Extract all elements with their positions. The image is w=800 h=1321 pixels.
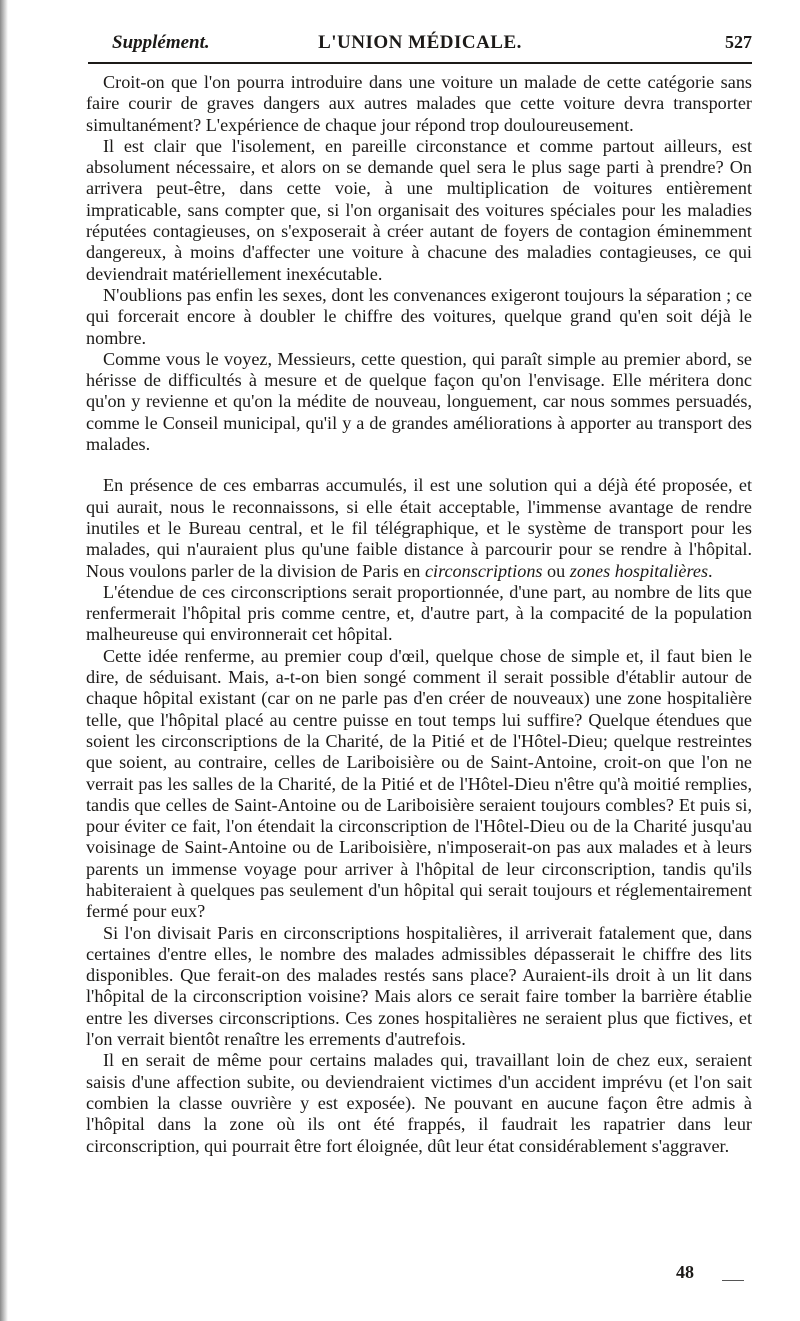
header-journal-title: L'UNION MÉDICALE. <box>318 32 522 53</box>
paragraph-2: Il est clair que l'isolement, en pareille circonstance et comme partout ailleurs, est absolument nécessaire, et alors on se demande quel sera le plus sage parti à prendre? On arrivera peut-être, dans cette voie, à une multiplication de voitures entièrement impraticable, sans compter que, si l'on organisait des voitures spéciales pour les maladies réputées contagieuses, on s'exposerait à créer autant de foyers de contagion éminemment dangereux, à moins d'affecter une voiture à chacune des maladies contagieuses, ce qui deviendrait matériellement inexécutable. <box>86 135 752 284</box>
running-header <box>88 30 752 56</box>
paragraph-1: Croit-on que l'on pourra introduire dans une voiture un malade de cette catégorie sans faire courir de graves dangers aux autres malades que cette voiture devra transporter simultanément? L'expérience de chaque jour répond trop douloureusement. <box>86 72 752 135</box>
paragraph-3: N'oublions pas enfin les sexes, dont les convenances exigeront toujours la séparation ; ce qui forcerait encore à doubler le chiffre des voitures, quelque grand qu'en soit déjà le nombre. <box>86 284 752 348</box>
paragraph-7: Cette idée renferme, au premier coup d'œil, quelque chose de simple et, il faut bien le dire, de séduisant. Mais, a-t-on bien songé comment il serait possible d'établir autour de chaque hôpital existant (car on ne parle pas d'en créer de nouveaux) une zone hospitalière telle, que l'hôpital placé au centre puisse en tout temps lui suffire? Quelque étendues que soient les circonscriptions de la Charité, de la Pitié et de l'Hôtel-Dieu; quelque restreintes que soient, au contraire, celles de Lariboisière ou de Saint-Antoine, croit-on que l'on ne verrait pas les salles de la Charité, de la Pitié et de l'Hôtel-Dieu n'être qu'à moitié remplies, tandis que celles de Saint-Antoine ou de Lariboisière seraient toujours combles? Et puis si, pour éviter ce fait, l'on étendait la circonscription de l'Hôtel-Dieu ou de la Charité jusqu'au voisinage de Saint-Antoine ou de Lariboisière, n'imposerait-on pas aux malades et à leurs parents un immense voyage pour arriver à l'hôpital de leur circonscription, tandis qu'ils habiteraient à quelques pas seulement d'un hôpital qui serait toujours et réglementairement fermé pour eux? <box>86 645 752 922</box>
paragraph-8: Si l'on divisait Paris en circonscriptions hospitalières, il arriverait fatalement que, dans certaines d'entre elles, le nombre des malades admissibles dépasserait le chiffre des lits disponibles. Que ferait-on des malades restés sans place? Auraient-ils droit à un lit dans l'hôpital de la circonscription voisine? Mais alors ce serait faire tomber la barrière établie entre les diverses circonscriptions. Ces zones hospitalières ne seraient plus que fictives, et l'on verrait bientôt renaître les errements d'autrefois. <box>86 922 752 1050</box>
page-binding-shadow <box>0 0 8 1321</box>
footer-dash <box>722 1280 744 1281</box>
paragraph-5: En présence de ces embarras accumulés, il est une solution qui a déjà été proposée, et qui aurait, nous le reconnaissons, si elle était acceptable, l'immense avantage de rendre inutiles et le Bureau central, et le fil télégraphique, et le système de transport pour les malades, qui n'auraient plus qu'une faible distance à parcourir pour se rendre à l'hôpital. Nous voulons parler de la division de Paris en circonscriptions ou zones hospitalières. <box>86 475 752 581</box>
page-number: 527 <box>725 32 752 52</box>
printer-signature-mark: 48 <box>676 1262 694 1282</box>
article-body <box>86 72 752 1157</box>
paragraph-4: Comme vous le voyez, Messieurs, cette question, qui paraît simple au premier abord, se hérisse de difficultés à mesure et de quelque façon qu'on l'envisage. Elle méritera donc qu'on y revienne et qu'on la médite de nouveau, longuement, car nous sommes persuadés, comme le Conseil municipal, qu'il y a de grandes améliorations à apporter au transport des malades. <box>86 348 752 455</box>
paragraph-6: L'étendue de ces circonscriptions serait proportionnée, d'une part, au nombre de lits que renfermerait l'hôpital pris comme centre, et, d'autre part, à la compacité de la population malheureuse qui environnerait cet hôpital. <box>86 581 752 645</box>
header-section: Supplément. <box>112 32 210 53</box>
header-rule <box>88 62 752 64</box>
paragraph-9: Il en serait de même pour certains malades qui, travaillant loin de chez eux, seraient saisis d'une affection subite, ou deviendraient victimes d'un accident imprévu (et l'on sait combien la classe ouvrière y est exposée). Ne pouvant en aucune façon être admis à l'hôpital dans la zone où ils ont été frappés, il faudrait les rapatrier dans leur circonscription, qui pourrait être fort éloignée, dût leur état considérablement s'aggraver. <box>86 1050 752 1156</box>
